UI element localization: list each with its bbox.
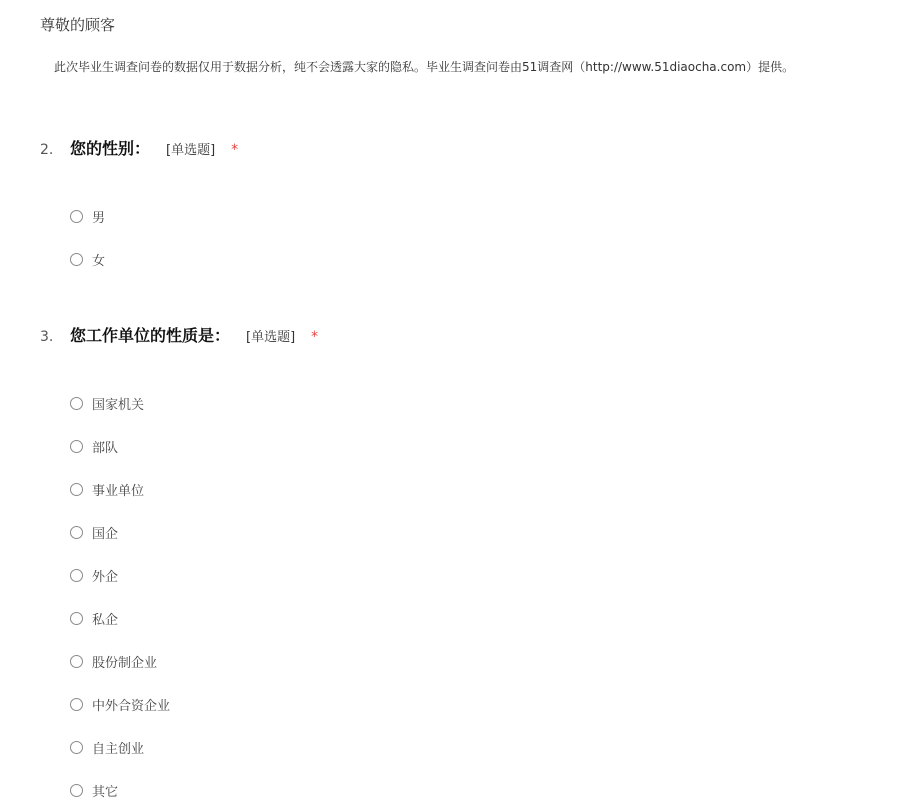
radio-button[interactable] bbox=[70, 655, 83, 668]
option-label: 中外合资企业 bbox=[92, 698, 171, 714]
option-label: 其它 bbox=[92, 784, 119, 800]
radio-button[interactable] bbox=[70, 784, 83, 797]
question-number: 3. bbox=[40, 329, 54, 345]
greeting-heading: 尊敬的顾客 bbox=[40, 16, 116, 34]
option-public-institution[interactable] bbox=[70, 479, 144, 499]
option-gender-female[interactable] bbox=[70, 249, 105, 269]
option-label: 部队 bbox=[92, 440, 119, 456]
radio-button[interactable] bbox=[70, 526, 83, 539]
option-government-agency[interactable] bbox=[70, 393, 144, 413]
option-label: 事业单位 bbox=[92, 483, 145, 499]
option-label: 男 bbox=[92, 210, 106, 226]
option-label: 私企 bbox=[92, 612, 119, 628]
radio-button[interactable] bbox=[70, 210, 83, 223]
option-joint-stock[interactable] bbox=[70, 651, 157, 671]
option-label: 外企 bbox=[92, 569, 119, 585]
intro-text: 此次毕业生调查问卷的数据仅用于数据分析，纯不会透露大家的隐私。毕业生调查问卷由51调查网（http://www.51diaocha.com）提供。 bbox=[54, 60, 795, 74]
question-type-tag: [单选题] bbox=[166, 143, 216, 158]
required-marker: * bbox=[311, 329, 319, 345]
question-title: 您工作单位的性质是： bbox=[70, 326, 231, 345]
radio-button[interactable] bbox=[70, 569, 83, 582]
option-joint-venture[interactable] bbox=[70, 694, 170, 714]
required-marker: * bbox=[231, 142, 239, 158]
radio-button[interactable] bbox=[70, 698, 83, 711]
option-label: 自主创业 bbox=[92, 741, 145, 757]
radio-button[interactable] bbox=[70, 741, 83, 754]
option-military[interactable] bbox=[70, 436, 118, 456]
question-number: 2. bbox=[40, 142, 54, 158]
option-label: 国企 bbox=[92, 526, 119, 542]
option-label: 股份制企业 bbox=[92, 655, 158, 671]
radio-button[interactable] bbox=[70, 397, 83, 410]
option-state-owned[interactable] bbox=[70, 522, 118, 542]
option-label: 女 bbox=[92, 253, 106, 269]
question-gender-header bbox=[40, 136, 238, 159]
option-self-employed[interactable] bbox=[70, 737, 144, 757]
option-gender-male[interactable] bbox=[70, 206, 105, 226]
radio-button[interactable] bbox=[70, 253, 83, 266]
radio-button[interactable] bbox=[70, 612, 83, 625]
question-type-tag: [单选题] bbox=[246, 330, 296, 345]
option-foreign-enterprise[interactable] bbox=[70, 565, 118, 585]
option-other[interactable] bbox=[70, 780, 118, 800]
radio-button[interactable] bbox=[70, 483, 83, 496]
question-title: 您的性别： bbox=[70, 139, 151, 158]
option-label: 国家机关 bbox=[92, 397, 145, 413]
radio-button[interactable] bbox=[70, 440, 83, 453]
question-employer-type-header bbox=[40, 323, 318, 346]
option-private-enterprise[interactable] bbox=[70, 608, 118, 628]
